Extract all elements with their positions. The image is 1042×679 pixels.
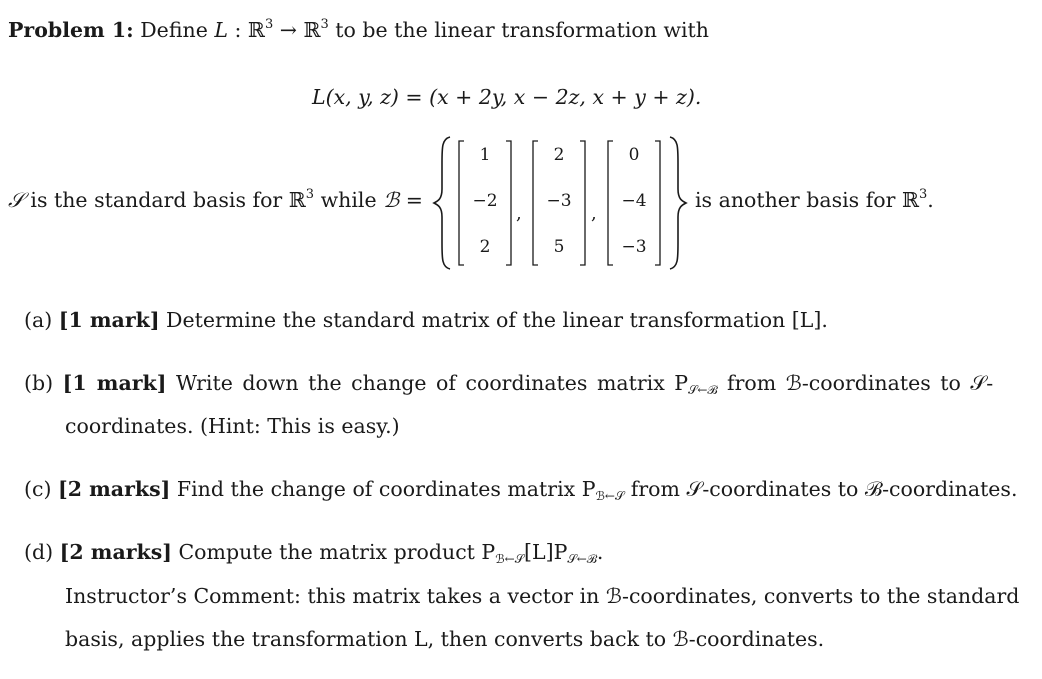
part-c-label: (c) [24, 477, 52, 501]
vector-entry: −3 [621, 237, 647, 257]
another-basis-text: is another basis for ℝ [695, 188, 919, 212]
basis-left-text [8, 188, 423, 213]
standard-basis-exponent: 3 [305, 187, 315, 202]
codomain-exponent: 3 [320, 17, 329, 32]
problem-intro-end: to be the linear transformation with [328, 18, 709, 42]
vector-entry: 2 [553, 145, 565, 165]
part-b-subscript: 𝒮←ℬ [688, 383, 718, 397]
vector-entry: 1 [479, 145, 491, 165]
vector-entry: 0 [628, 145, 640, 165]
vector-entry: 2 [479, 237, 491, 257]
basis-right-text [695, 188, 934, 212]
instructor-comment-line-2: basis, applies the transformation L, then converts back to ℬ-coordinates. [65, 627, 825, 651]
part-b [24, 371, 993, 396]
left-set-brace [432, 133, 454, 273]
vector-entry: −3 [546, 191, 572, 211]
basis-vector-3 [605, 139, 663, 267]
part-a-label: (a) [24, 308, 53, 332]
part-b-label: (b) [24, 371, 54, 395]
basis-vector-1 [456, 139, 514, 267]
part-c [24, 477, 1017, 502]
problem-intro: Define [140, 18, 215, 42]
part-d [24, 540, 603, 564]
part-b-line-2: coordinates. (Hint: This is easy.) [65, 414, 400, 438]
part-d-text: Compute the matrix product P [171, 540, 496, 564]
part-c-subscript: ℬ←𝒮 [595, 489, 625, 503]
part-c-text: Find the change of coordinates matrix P [170, 477, 596, 501]
part-b-text-cont: from ℬ-coordinates to 𝒮- [717, 371, 994, 395]
vector-entry: −4 [621, 191, 647, 211]
part-c-marks: [2 marks] [58, 477, 171, 501]
another-basis-exponent: 3 [919, 187, 928, 202]
part-d-text-mid: [L]P [524, 540, 568, 564]
basis-definition [0, 133, 1042, 273]
vector-entry: 5 [553, 237, 565, 257]
basis-B-symbol: ℬ [383, 188, 400, 212]
equals-sign: = [399, 188, 423, 212]
part-b-text: Write down the change of coordinates matrix P [166, 371, 689, 395]
vector-entry: −2 [472, 191, 498, 211]
right-set-brace [666, 133, 688, 273]
while-text: while [314, 188, 384, 212]
part-d-subscript-2: 𝒮←ℬ [567, 552, 597, 566]
problem-statement [8, 18, 709, 42]
part-d-subscript-1: ℬ←𝒮 [495, 552, 525, 566]
map-domain: : ℝ [227, 18, 265, 42]
part-d-text-end: . [596, 540, 604, 564]
part-c-text-cont: from 𝒮-coordinates to ℬ-coordinates. [624, 477, 1018, 501]
instructor-comment-line-1: Instructor’s Comment: this matrix takes a vector in ℬ-coordinates, converts to the standard [65, 584, 1020, 608]
part-a [24, 308, 828, 332]
standard-basis-text: is the standard basis for ℝ [23, 188, 306, 212]
vector-separator: , [591, 203, 597, 224]
domain-exponent: 3 [264, 17, 274, 32]
map-arrow: → ℝ [273, 18, 321, 42]
part-a-text: Determine the standard matrix of the linear transformation [L]. [159, 308, 828, 332]
basis-vector-2 [530, 139, 588, 267]
part-d-label: (d) [24, 540, 54, 564]
standard-basis-symbol: 𝒮 [8, 188, 24, 212]
transformation-formula: L(x, y, z) = (x + 2y, x − 2z, x + y + z). [312, 85, 702, 109]
vector-separator: , [516, 203, 522, 224]
part-d-marks: [2 marks] [59, 540, 172, 564]
another-basis-period: . [927, 188, 934, 212]
problem-label: Problem 1: [8, 18, 134, 42]
part-a-marks: [1 mark] [58, 308, 160, 332]
map-name: L [214, 18, 228, 42]
part-b-marks: [1 mark] [62, 371, 167, 395]
